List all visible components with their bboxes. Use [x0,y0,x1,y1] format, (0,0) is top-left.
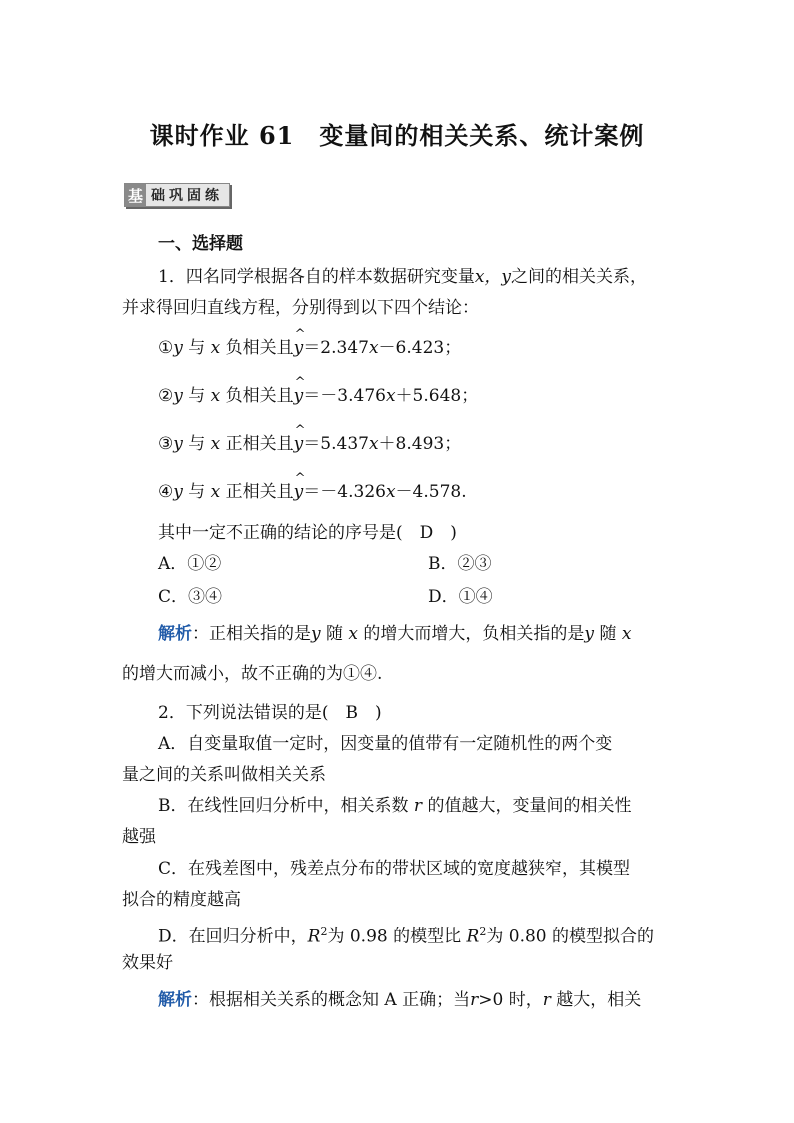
q1-stem-text: 1．四名同学根据各自的样本数据研究变量 [158,267,475,287]
option-text: D．在回归分析中， [158,926,308,947]
analysis-text: 越大，相关 [556,990,642,1010]
analysis-text: 的增大而增大，负相关指的是 [363,624,585,644]
q2-option-c-line2: 拟合的精度越高 [122,890,241,910]
q1-stem-end: 之间的相关关系， [511,267,648,287]
analysis-text: 随 [599,624,617,644]
analysis-text: ：根据相关关系的概念知 A 正确；当 [192,990,471,1010]
conclusion-equation: ＝－4.326 [303,482,386,502]
page-title: 课时作业 61 变量间的相关关系、统计案例 [149,121,645,150]
q2-option-b-line1: B．在线性回归分析中，相关系数 r 的值越大，变量间的相关性 [158,796,632,816]
badge-first-char: 基 [125,184,146,206]
q1-conclusion-1: ①y 与 x 负相关且^ y＝2.347x－6.423； [158,336,718,360]
y-hat-symbol: ^ y [294,384,304,408]
q1-option-a: A．①② [158,554,222,574]
option-text: 为 0.80 的模型拟合的 [486,926,655,947]
conclusion-number: ③ [158,434,174,454]
q1-option-d: D．①④ [428,587,493,607]
conclusion-relation: 负相关且 [225,386,294,406]
y-hat-symbol: ^ y [294,432,304,456]
badge-rest-text: 础巩固练 [151,188,224,204]
option-text: B．在线性回归分析中，相关系数 [158,796,409,816]
conclusion-equation: ＝－3.476 [303,386,386,406]
q1-analysis-line2: 的增大而减小，故不正确的为①④. [122,664,383,684]
conclusion-equation-end: －6.423； [378,338,462,358]
analysis-label: 解析 [158,624,192,644]
analysis-text: 随 [326,624,344,644]
q1-option-c: C．③④ [158,587,223,607]
option-text: 为 0.98 的模型比 [327,926,462,947]
analysis-text: ：正相关指的是 [192,624,311,644]
conclusion-number: ② [158,386,174,406]
q1-conclusion-4: ④y 与 x 正相关且^ y＝－4.326x－4.578. [158,480,718,504]
q2-option-d-line2: 效果好 [122,953,173,973]
q2-stem: 2．下列说法错误的是( B ) [158,703,382,723]
q1-ask: 其中一定不正确的结论的序号是( D ) [158,523,457,543]
q1-stem-line2: 并求得回归直线方程，分别得到以下四个结论： [122,298,479,318]
q1-stem-vars: x，y [474,267,512,287]
conclusion-number: ① [158,338,174,358]
y-hat-symbol: ^ y [294,336,304,360]
section-heading: 一、选择题 [158,234,243,254]
conclusion-number: ④ [158,482,174,502]
q2-option-a-line2: 量之间的关系叫做相关关系 [122,765,326,785]
q1-stem-line1 [158,265,718,289]
q2-option-b-line2: 越强 [122,827,156,847]
analysis-text: >0 时， [478,990,543,1010]
conclusion-equation: ＝2.347 [303,338,369,358]
q1-conclusion-3: ③y 与 x 正相关且^ y＝5.437x＋8.493； [158,432,718,456]
q1-option-b: B．②③ [428,554,492,574]
q2-analysis-line1: 解析：根据相关关系的概念知 A 正确；当r>0 时，r 越大，相关 [158,990,642,1010]
conclusion-equation: ＝5.437 [303,434,369,454]
q2-option-d-line1: D．在回归分析中，$R^2$为 0.98 的模型比 $R^2$为 0.80 的模型拟合的 [158,925,655,947]
conclusion-equation-end: －4.578. [395,482,467,502]
conclusion-relation: 正相关且 [225,482,294,502]
y-hat-symbol: ^ y [294,480,304,504]
analysis-label: 解析 [158,990,192,1010]
q2-option-c-line1: C．在残差图中，残差点分布的带状区域的宽度越狭窄，其模型 [158,859,631,879]
q1-analysis-line1: 解析：正相关指的是y 随 x 的增大而增大，负相关指的是y 随 x [158,624,632,644]
option-text: 的值越大，变量间的相关性 [427,796,632,816]
conclusion-relation: 正相关且 [225,434,294,454]
q1-conclusion-2: ②y 与 x 负相关且^ y＝－3.476x＋5.648； [158,384,718,408]
conclusion-relation: 负相关且 [225,338,294,358]
section-badge [124,183,230,207]
conclusion-equation-end: ＋8.493； [378,434,462,454]
q2-option-a-line1: A．自变量取值一定时，因变量的值带有一定随机性的两个变 [158,734,613,754]
conclusion-equation-end: ＋5.648； [395,386,479,406]
